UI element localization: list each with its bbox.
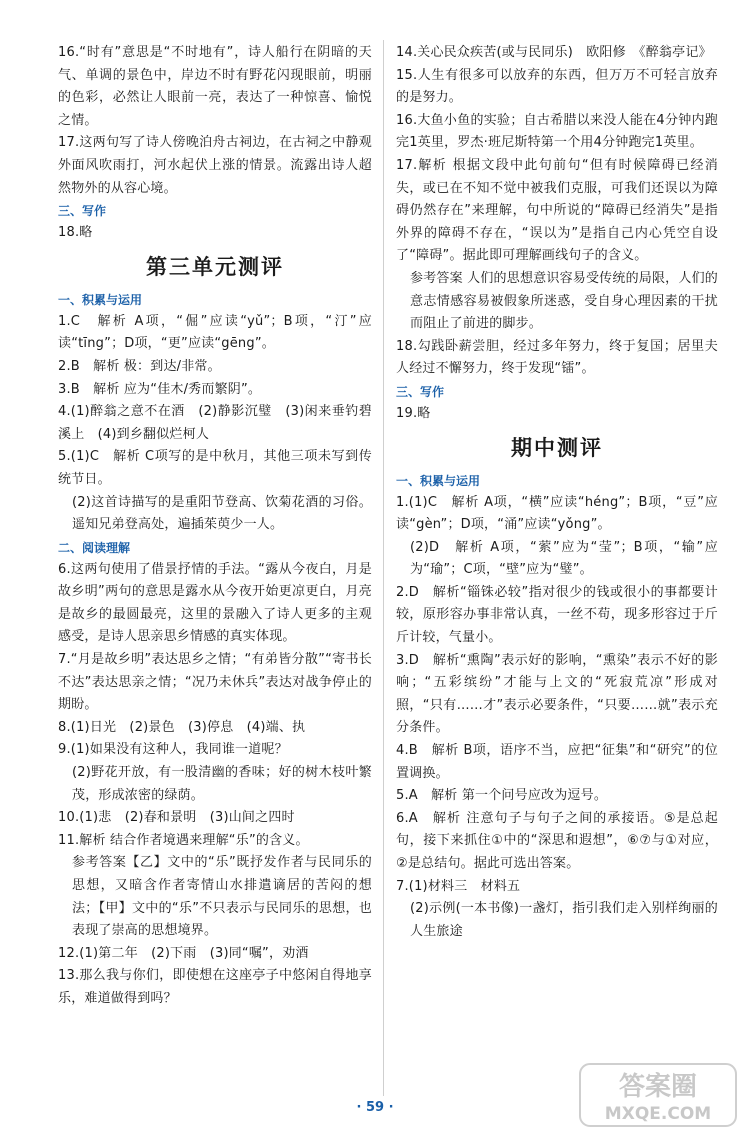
answer-subitem: 参考答案【乙】文中的“乐”既抒发作者与民同乐的思想，又暗含作者寄情山水排遣谪居的苦闷的想法；【甲】文中的“乐”不只表示与民同乐的思想，也表现了崇高的思想境界。 bbox=[72, 855, 372, 939]
answer-subitem: (2)野花开放，有一股清幽的香味；好的树木枝叶繁茂，形成浓密的绿荫。 bbox=[72, 765, 372, 803]
answer-item: 16.“时有”意思是“不时地有”，诗人船行在阴暗的天气、单调的景色中，岸边不时有野花闪现眼前，明丽的色彩，必然让人眼前一亮，表达了一种惊喜、愉悦之情。 bbox=[58, 45, 372, 128]
answer-item: 6.A 解析 注意句子与句子之间的承接语。⑤是总起句，接下来抓住①中的“深思和遐想”，⑥⑦与①对应，②是总结句。据此可选出答案。 bbox=[396, 810, 718, 871]
answer-item: 7.(1)材料三 材料五 bbox=[396, 878, 521, 894]
page-number: · 59 · bbox=[356, 1100, 394, 1115]
answer-subitem: (2)D 解析 A项，“萦”应为“莹”；B项，“输”应为“瑜”；C项，“壁”应为“璧”。 bbox=[410, 539, 718, 578]
answer-item: 3.D 解析“熏陶”表示好的影响，“熏染”表示不好的影响；“五彩缤纷”才能与上文的“死寂荒凉”形成对照，“只有……才”表示必要条件，“只要……就”表示充分条件。 bbox=[396, 652, 718, 736]
answer-item: 13.那么我与你们，即使想在这座亭子中悠闲自得地享乐，难道做得到吗？ bbox=[58, 968, 372, 1006]
answer-subitem: (2)示例(一本书像)一盏灯，指引我们走入别样绚丽的人生旅途 bbox=[410, 901, 718, 939]
answer-subitem: 参考答案 人们的思想意识容易受传统的局限，人们的意志情感容易被假象所迷惑，受自身心理因素的干扰而阻止了前进的脚步。 bbox=[410, 270, 718, 332]
answer-item: 2.D 解析“锱铢必较”指对很少的钱或很小的事都要计较，原形容办事非常认真，一丝不苟，现多形容过于斤斤计较，气量小。 bbox=[396, 584, 718, 646]
answer-item: 5.(1)C 解析 C项写的是中秋月，其他三项未写到传统节日。 bbox=[58, 449, 372, 487]
answer-subitem: (2)这首诗描写的是重阳节登高、饮菊花酒的习俗。遥知兄弟登高处，遍插茱萸少一人。 bbox=[72, 494, 372, 533]
section-heading: 一、积累与运用 bbox=[396, 473, 481, 488]
answer-item: 18.勾践卧薪尝胆，经过多年努力，终于复国；居里夫人经过不懈努力，终于发现“镭”。 bbox=[396, 338, 718, 377]
answer-item: 5.A 解析 第一个问号应改为逗号。 bbox=[396, 788, 608, 804]
answer-item: 16.大鱼小鱼的实验；自古希腊以来没人能在4分钟内跑完1英里，罗杰·班尼斯特第一个用4分钟跑完1英里。 bbox=[396, 112, 718, 151]
answer-item: 6.这两句使用了借景抒情的手法。“露从今夜白，月是故乡明”两句的意思是露水从今夜开始更凉更白，月亮是故乡的最圆最亮，这里的景融入了诗人更多的主观感受，是诗人思亲思乡情感的真实体现。 bbox=[58, 561, 372, 645]
answer-item: 18.略 bbox=[58, 225, 93, 241]
answer-item: 19.略 bbox=[396, 405, 431, 421]
answer-item: 4.B 解析 B项，语序不当，应把“征集”和“研究”的位置调换。 bbox=[396, 743, 718, 781]
answer-item: 17.解析 根据文段中此句前句“但有时候障碍已经消失，或已在不知不觉中被我们克服，可我们还误以为障碍仍然存在”来理解，句中所说的“障碍已经消失”是指外界的障碍不存在，“误以为”是指自己内心凭空自设了“障碍”。据此即可理解画线句子的含义。 bbox=[396, 157, 718, 264]
answer-item: 1.C 解析 A项，“倔”应读“yǔ”；B项，“汀”应读“tīng”；D项，“更”应读“gēng”。 bbox=[58, 313, 372, 352]
section-heading: 二、阅读理解 bbox=[58, 540, 131, 555]
right-column bbox=[396, 42, 718, 943]
answer-item: 17.这两句写了诗人傍晚泊舟古祠边，在古祠之中静观外面风吹雨打，河水起伏上涨的情景。流露出诗人超然物外的从容心境。 bbox=[58, 135, 372, 196]
section-heading: 三、写作 bbox=[58, 204, 107, 219]
answer-item: 11.解析 结合作者境遇来理解“乐”的含义。 bbox=[58, 832, 309, 848]
answer-item: 9.(1)如果没有这种人，我同谁一道呢？ bbox=[58, 742, 288, 758]
answer-item: 12.(1)第二年 (2)下雨 (3)同“嘱”，劝酒 bbox=[58, 945, 309, 961]
watermark-logo bbox=[578, 1062, 738, 1128]
answer-item: 10.(1)悲 (2)春和景明 (3)山间之四时 bbox=[58, 810, 295, 826]
test-title: 第三单元测评 bbox=[146, 253, 284, 279]
answer-item: 15.人生有很多可以放弃的东西，但万万不可轻言放弃的是努力。 bbox=[396, 67, 718, 106]
watermark-title: 答案圈 bbox=[618, 1072, 698, 1102]
watermark-url: MXQE.COM bbox=[604, 1104, 712, 1124]
left-column bbox=[58, 42, 372, 1011]
section-heading: 一、积累与运用 bbox=[58, 292, 143, 307]
column-divider bbox=[383, 40, 384, 1096]
answer-item: 7.“月是故乡明”表达思乡之情；“有弟皆分散”“寄书长不达”表达思亲之情；“况乃未休兵”表达对战争停止的期盼。 bbox=[58, 652, 372, 713]
answer-item: 1.(1)C 解析 A项，“横”应读“héng”；B项，“豆”应读“gèn”；D项，“涌”应读“yǒng”。 bbox=[396, 494, 718, 533]
answer-item: 3.B 解析 应为“佳木/秀而繁阴”。 bbox=[58, 381, 262, 397]
page-number-text: 59 bbox=[365, 1100, 385, 1115]
test-title: 期中测评 bbox=[511, 434, 603, 460]
section-heading: 三、写作 bbox=[396, 384, 445, 399]
answer-item: 8.(1)日光 (2)景色 (3)停息 (4)端、执 bbox=[58, 719, 306, 735]
answer-item: 14.关心民众疾苦(或与民同乐) 欧阳修 《醉翁亭记》 bbox=[396, 45, 712, 60]
answer-item: 2.B 解析 极：到达/非常。 bbox=[58, 358, 221, 374]
answer-item: 4.(1)醉翁之意不在酒 (2)静影沉璧 (3)闲来垂钓碧溪上 (4)到乡翻似烂柯人 bbox=[58, 404, 372, 442]
